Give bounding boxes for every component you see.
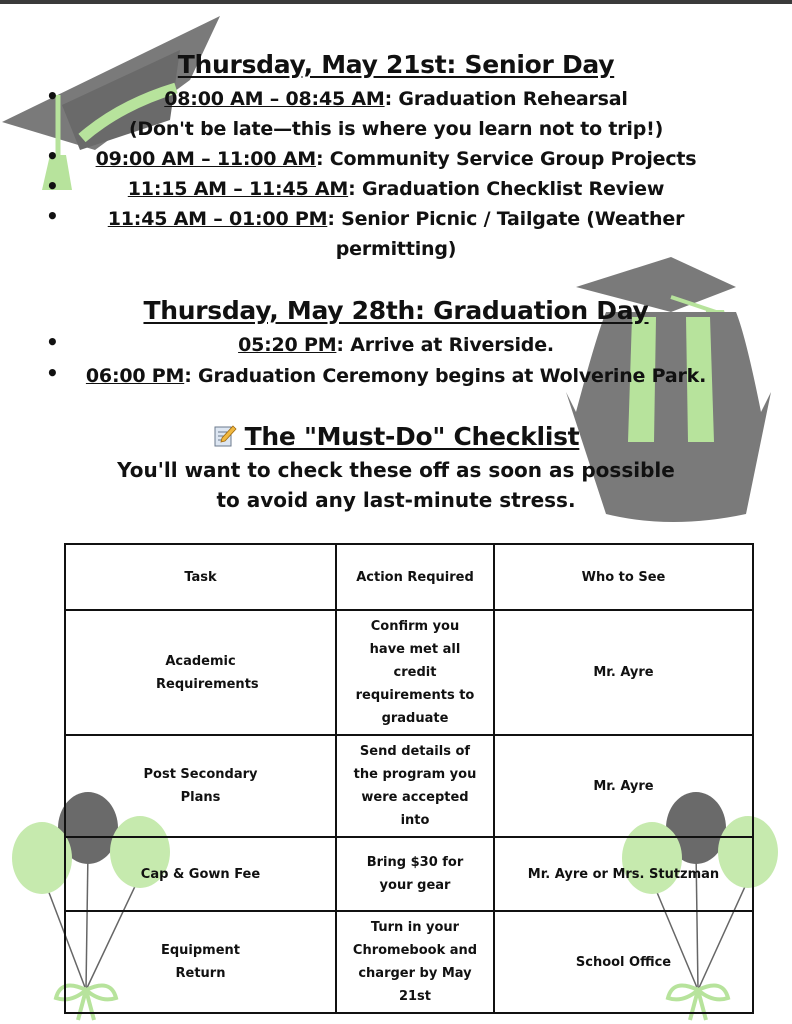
- checklist-subtitle-1: You'll want to check these off as soon as possible: [117, 458, 675, 482]
- table-row: [65, 610, 753, 735]
- schedule-item: [0, 84, 792, 114]
- who-cell: Mr. Ayre or Mrs. Stutzman: [494, 837, 753, 911]
- schedule-item: [0, 361, 792, 391]
- schedule-time: 09:00 AM – 11:00 AM: [95, 148, 316, 170]
- action-cell: Send details of the program you were accepted into: [336, 735, 494, 837]
- schedule-time: 08:00 AM – 08:45 AM: [164, 88, 385, 110]
- schedule-time: 06:00 PM: [85, 365, 185, 387]
- graduation-day-heading: Thursday, May 28th: Graduation Day: [143, 296, 649, 325]
- top-border: [0, 0, 792, 4]
- schedule-desc: : Community Service Group Projects: [315, 148, 697, 170]
- schedule-time: 11:45 AM – 01:00 PM: [107, 208, 328, 230]
- bullet: •: [46, 204, 59, 228]
- action-cell: Bring $30 for your gear: [336, 837, 494, 911]
- bullet: •: [46, 84, 59, 108]
- senior-day-heading: Thursday, May 21st: Senior Day: [177, 50, 615, 79]
- schedule-item: [0, 174, 792, 204]
- bullet: •: [46, 330, 59, 354]
- checklist-subtitle-2: to avoid any last-minute stress.: [216, 488, 576, 512]
- schedule-note: (Don't be late—this is where you learn not to trip!): [128, 118, 664, 140]
- table-row: [65, 911, 753, 1013]
- schedule-item: [0, 204, 792, 234]
- checklist-table: [64, 543, 754, 1014]
- schedule-time: 11:15 AM – 11:45 AM: [127, 178, 349, 200]
- checklist-title: The "Must-Do" Checklist: [244, 422, 580, 451]
- bullet: •: [46, 361, 59, 385]
- action-cell: Turn in your Chromebook and charger by May 21st: [336, 911, 494, 1013]
- who-cell: School Office: [494, 911, 753, 1013]
- schedule-desc: : Graduation Checklist Review: [348, 178, 665, 200]
- task-cell: Post Secondary Plans: [65, 735, 336, 837]
- checklist-heading: [0, 422, 792, 451]
- schedule-desc: : Arrive at Riverside.: [336, 334, 554, 356]
- memo-icon: [213, 424, 237, 448]
- who-cell: Mr. Ayre: [494, 610, 753, 735]
- table-row: [65, 837, 753, 911]
- column-header-who: Who to See: [494, 544, 753, 610]
- table-header-row: [65, 544, 753, 610]
- task-cell: Cap & Gown Fee: [65, 837, 336, 911]
- schedule-desc-continued: permitting): [335, 238, 457, 260]
- schedule-desc: : Graduation Rehearsal: [384, 88, 628, 110]
- schedule-desc: : Graduation Ceremony begins at Wolverine Park.: [184, 365, 707, 387]
- bullet: •: [46, 174, 59, 198]
- column-header-action: Action Required: [336, 544, 494, 610]
- table-row: [65, 735, 753, 837]
- schedule-desc: : Senior Picnic / Tailgate (Weather: [327, 208, 685, 230]
- schedule-item: [0, 330, 792, 360]
- task-cell: Equipment Return: [65, 911, 336, 1013]
- schedule-item: [0, 144, 792, 174]
- task-cell: Academic Requirements: [65, 610, 336, 735]
- action-cell: Confirm you have met all credit requirements to graduate: [336, 610, 494, 735]
- who-cell: Mr. Ayre: [494, 735, 753, 837]
- schedule-time: 05:20 PM: [238, 334, 337, 356]
- bullet: •: [46, 144, 59, 168]
- column-header-task: Task: [65, 544, 336, 610]
